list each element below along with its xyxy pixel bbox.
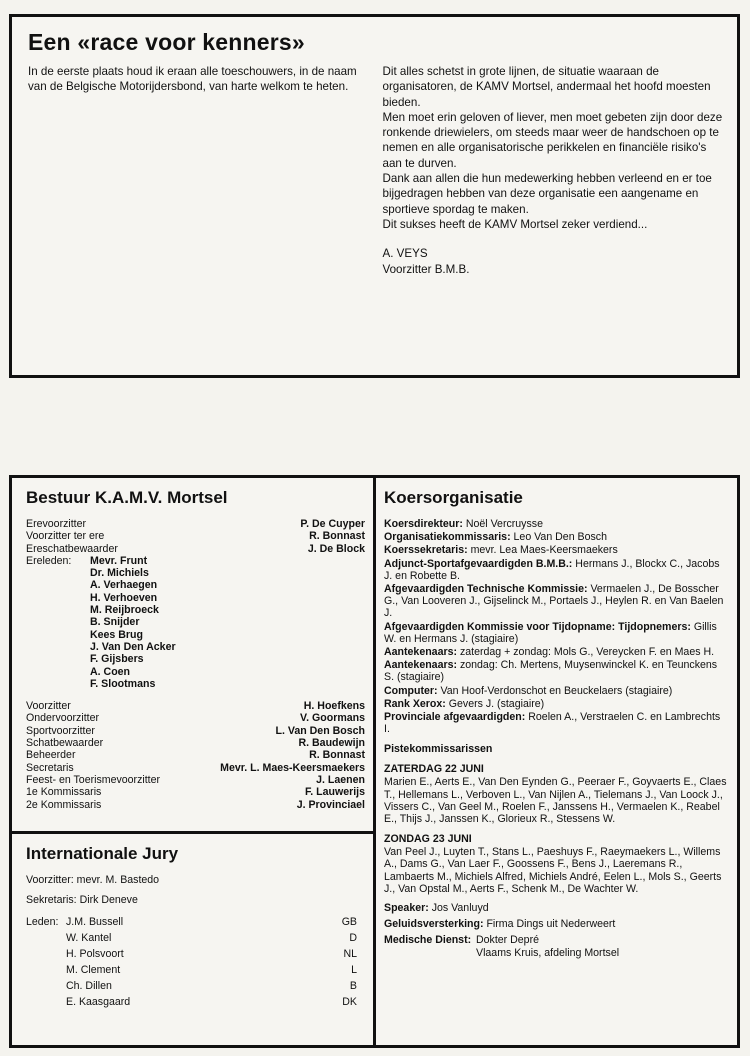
bestuur-role: Feest- en Toerismevoorzitter xyxy=(26,773,161,786)
ereleden-label xyxy=(26,641,90,653)
leden-label xyxy=(26,962,66,978)
jury-lid-country: B xyxy=(349,980,357,992)
jury-panel xyxy=(9,834,376,1048)
koers-item-label: Rank Xerox: xyxy=(384,697,446,710)
koers-item xyxy=(384,558,729,582)
medisch-line: Medische Dienst: Dokter Depré Vlaams Kruis, afdeling Mortsel xyxy=(384,934,620,959)
bestuur-name: L. Van Den Bosch xyxy=(275,724,365,737)
jury-lid-country: GB xyxy=(341,916,357,928)
erelid-name: F. Slootmans xyxy=(90,677,156,690)
article-column-2 xyxy=(383,64,724,277)
ereleden-label xyxy=(26,629,90,641)
erelid-row xyxy=(26,579,365,591)
article-column-1 xyxy=(28,64,369,277)
bestuur-row xyxy=(26,786,365,798)
jury-voorzitter: Voorzitter: mevr. M. Bastedo xyxy=(26,874,160,886)
jury-lid-row xyxy=(26,978,365,994)
erelid-name: A. Verhaegen xyxy=(90,579,158,592)
bestuur-name: P. De Cuyper xyxy=(300,518,365,530)
erelid-row xyxy=(26,629,365,641)
koers-item xyxy=(384,518,729,530)
erelid-row xyxy=(26,567,365,579)
bestuur-panel xyxy=(9,475,376,834)
bestuur-name: R. Bonnast xyxy=(309,530,365,543)
ereleden-label: Ereleden: xyxy=(26,554,72,567)
bestuur-row xyxy=(26,737,365,749)
bestuur-role: 2e Kommissaris xyxy=(26,798,102,811)
bestuur-row xyxy=(26,543,365,555)
geluid-line: Geluidsversterking: Firma Dings uit Nederweert xyxy=(384,918,616,931)
spacer xyxy=(26,690,365,700)
leden-label xyxy=(26,946,66,962)
bestuur-role: Voorzitter xyxy=(26,700,71,713)
bestuur-role: Erevoorzitter xyxy=(26,518,87,530)
jury-lid-row xyxy=(26,962,365,978)
koers-item xyxy=(384,531,729,543)
bestuur-row xyxy=(26,700,365,712)
jury-title: Internationale Jury xyxy=(26,844,179,863)
bestuur-name: V. Goormans xyxy=(300,712,365,725)
day1-title: ZATERDAG 22 JUNI xyxy=(384,763,484,776)
bestuur-row xyxy=(26,799,365,811)
erelid-row xyxy=(26,678,365,690)
bestuur-name: J. Laenen xyxy=(316,773,365,786)
erelid-row xyxy=(26,555,365,567)
jury-lid-row xyxy=(26,994,365,1010)
leden-label: Leden: xyxy=(26,916,59,928)
jury-lid-name: E. Kaasgaard xyxy=(66,996,131,1008)
bestuur-role: Sportvoorzitter xyxy=(26,724,95,737)
bestuur-row xyxy=(26,749,365,761)
jury-lid-name: M. Clement xyxy=(66,964,121,976)
ereleden-label xyxy=(26,653,90,665)
jury-lid-country: D xyxy=(349,932,357,944)
signature-name: A. VEYS xyxy=(382,247,428,261)
koers-item xyxy=(384,646,729,658)
koers-item-value: Roelen A., Verstraelen C. en Lambrechts I. xyxy=(384,711,721,736)
erelid-row xyxy=(26,653,365,665)
koers-title: Koersorganisatie xyxy=(384,488,523,507)
bestuur-name: J. Provinciael xyxy=(296,798,365,811)
koers-item-value: Gillis W. en Hermans J. (stagiaire) xyxy=(384,620,717,645)
koers-item-label: Adjunct-Sportafgevaardigden B.M.B.: xyxy=(384,557,573,570)
intro-article xyxy=(9,14,740,378)
ereleden-label xyxy=(26,579,90,591)
koers-item-label: Provinciale afgevaardigden: xyxy=(384,711,526,724)
erelid-name: F. Gijsbers xyxy=(90,653,144,666)
erelid-name: Mevr. Frunt xyxy=(90,554,148,567)
koers-item xyxy=(384,711,729,735)
koers-item-label: Organisatiekommissaris: xyxy=(384,531,511,544)
paragraph: Dank aan allen die hun medewerking hebben verleend en er toe bijgedragen hebben van deze organisatie een aangename en sportieve spordag te maken. xyxy=(382,172,712,216)
erelid-row xyxy=(26,616,365,628)
jury-lid-country: NL xyxy=(343,948,357,960)
koers-item xyxy=(384,621,729,645)
bestuur-role: Schatbewaarder xyxy=(26,737,104,750)
ereleden-label xyxy=(26,678,90,690)
koers-item-value: zondag: Ch. Mertens, Muysenwinckel K. en Teunckens S. (stagiaire) xyxy=(384,659,718,684)
leden-label xyxy=(26,994,66,1010)
paragraph: Dit sukses heeft de KAMV Mortsel zeker verdiend... xyxy=(382,217,648,231)
koers-item-label: Koersdirekteur: xyxy=(384,518,463,530)
jury-lid-country: L xyxy=(351,964,357,976)
erelid-name: B. Snijder xyxy=(90,616,140,629)
bestuur-role: Voorzitter ter ere xyxy=(26,530,105,543)
ereleden-label xyxy=(26,616,90,628)
koers-item-value: Noël Vercruysse xyxy=(462,518,543,530)
koers-item-value: Vermaelen J., De Bosscher G., Van Looveren J., Gijselinck M., Portaels J., Heylen R. en Van Baelen J. xyxy=(384,583,724,620)
article-title: Een «race voor kenners» xyxy=(28,29,305,55)
jury-lid-name: W. Kantel xyxy=(66,932,112,944)
koers-item-value: Van Hoof-Verdonschot en Beuckelaers (stagiaire) xyxy=(437,684,673,697)
jury-lid-country: DK xyxy=(342,996,357,1008)
koers-item-value: mevr. Lea Maes-Keersmaekers xyxy=(467,544,618,557)
paragraph: In de eerste plaats houd ik eraan alle toeschouwers, in de naam van de Belgische Motorijdersbond, van harte welkom te heten. xyxy=(28,65,357,94)
koers-item xyxy=(384,583,729,620)
piste-title: Pistekommissarissen xyxy=(384,743,493,756)
day2-title: ZONDAG 23 JUNI xyxy=(384,833,472,846)
erelid-row xyxy=(26,666,365,678)
leden-label xyxy=(26,930,66,946)
ereleden-label xyxy=(26,604,90,616)
bestuur-row xyxy=(26,518,365,530)
speaker-line: Speaker: Jos Vanluyd xyxy=(384,902,489,915)
koers-item-label: Aantekenaars: xyxy=(384,659,458,672)
koers-item xyxy=(384,685,729,697)
jury-lid-name: H. Polsvoort xyxy=(66,948,124,960)
koers-item-value: zaterdag + zondag: Mols G., Vereycken F. en Maes H. xyxy=(457,646,715,659)
erelid-name: Kees Brug xyxy=(90,628,143,641)
bestuur-role: Ondervoorzitter xyxy=(26,712,100,725)
erelid-row xyxy=(26,641,365,653)
ereleden-label xyxy=(26,567,90,579)
koers-item-label: Computer: xyxy=(384,684,438,697)
bestuur-name: F. Lauwerijs xyxy=(304,786,365,799)
day2-list: Van Peel J., Luyten T., Stans L., Paeshuys F., Raeymaekers L., Willems A., Dams G., Van Laer F., Goossens F., Bens J., Laeremans R., Lambaerts M., Michiels Alfred, Michiels André, Eelen L., Mols S., Geerts J., Van Opstal M., Aerts F., Schenk M., De Wachter W. xyxy=(384,846,722,895)
koers-item xyxy=(384,544,729,556)
koers-item-value: Hermans J., Blockx C., Jacobs J. en Robette B. xyxy=(384,557,720,582)
bestuur-name: J. De Block xyxy=(307,542,365,555)
erelid-name: Dr. Michiels xyxy=(90,567,149,580)
koers-item-label: Afgevaardigden Technische Kommissie: xyxy=(384,583,588,596)
bestuur-row xyxy=(26,725,365,737)
erelid-row xyxy=(26,592,365,604)
bestuur-row xyxy=(26,712,365,724)
ereleden-label xyxy=(26,666,90,678)
bestuur-role: Ereschatbewaarder xyxy=(26,542,118,555)
paragraph: Dit alles schetst in grote lijnen, de situatie waaraan de organisatoren, de KAMV Mortsel, andermaal het hoofd moesten bieden. xyxy=(382,65,711,109)
jury-lid-row xyxy=(26,946,365,962)
erelid-name: H. Verhoeven xyxy=(90,591,158,604)
erelid-name: A. Coen xyxy=(90,665,131,678)
koers-item-label: Koerssekretaris: xyxy=(384,544,468,557)
jury-lid-row xyxy=(26,914,365,930)
signature-title: Voorzitter B.M.B. xyxy=(382,262,470,276)
bestuur-row xyxy=(26,774,365,786)
bestuur-name: R. Baudewijn xyxy=(298,737,365,750)
bestuur-title: Bestuur K.A.M.V. Mortsel xyxy=(26,488,228,507)
erelid-name: J. Van Den Acker xyxy=(90,640,176,653)
bestuur-role: 1e Kommissaris xyxy=(26,786,102,799)
bestuur-role: Secretaris xyxy=(26,761,74,774)
jury-lid-name: J.M. Bussell xyxy=(66,916,124,928)
bestuur-name: R. Bonnast xyxy=(309,749,365,762)
jury-sekretaris: Sekretaris: Dirk Deneve xyxy=(26,894,138,906)
bestuur-name: Mevr. L. Maes-Keersmaekers xyxy=(220,761,365,774)
koers-panel xyxy=(373,475,740,1048)
jury-lid-row xyxy=(26,930,365,946)
ereleden-label xyxy=(26,592,90,604)
koers-item-label: Afgevaardigden Kommissie voor Tijdopname: Tijdopnemers: xyxy=(384,620,691,633)
bestuur-row xyxy=(26,530,365,542)
jury-lid-name: Ch. Dillen xyxy=(66,980,112,992)
bestuur-row xyxy=(26,762,365,774)
bestuur-name: H. Hoefkens xyxy=(303,700,365,713)
koers-item xyxy=(384,698,729,710)
koers-item-value: Gevers J. (stagiaire) xyxy=(445,697,545,710)
erelid-name: M. Reijbroeck xyxy=(90,604,159,617)
day1-list: Marien E., Aerts E., Van Den Eynden G., Peeraer F., Goyvaerts E., Claes T., Hellemans L., Verboven L., Van Nijlen A., Tielemans J., Van Loock J., Vissers C., Van Geel M., Roelen F., Janssens H., Vermaelen K., Reabel E., Thijs J., Janssen K., Glorieux R., Stessens W. xyxy=(384,776,727,826)
koers-item-value: Leo Van Den Bosch xyxy=(510,531,607,544)
bestuur-role: Beheerder xyxy=(26,749,76,762)
koers-item-label: Aantekenaars: xyxy=(384,646,458,659)
koers-item xyxy=(384,659,729,683)
erelid-row xyxy=(26,604,365,616)
leden-label xyxy=(26,978,66,994)
paragraph: Men moet erin geloven of liever, men moet gebeten zijn door deze ronkende driewielers, om steeds maar weer de handschoen op te nemen en alle organisatorische perikkelen en financiële risiko's aan te durven. xyxy=(382,110,723,170)
